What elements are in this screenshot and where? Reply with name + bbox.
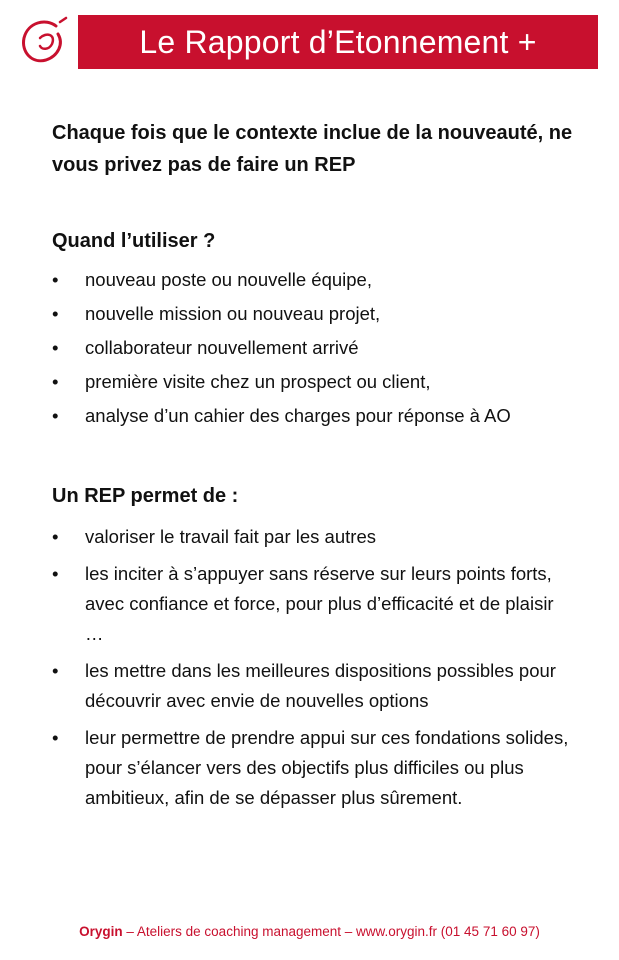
bullet-icon: • — [52, 303, 59, 324]
list-item: • nouvelle mission ou nouveau projet, — [52, 299, 602, 329]
page-title: Le Rapport d’Etonnement + — [139, 23, 537, 60]
bullet-icon: • — [52, 405, 59, 426]
list-item: • nouveau poste ou nouvelle équipe, — [52, 265, 602, 295]
orygin-logo-icon — [16, 14, 72, 70]
when-heading: Quand l’utiliser ? — [52, 230, 216, 252]
bullet-icon: • — [52, 727, 59, 748]
bullet-icon: • — [52, 660, 59, 681]
allows-list — [52, 522, 572, 820]
bullet-icon: • — [52, 337, 59, 358]
list-item: • les inciter à s’appuyer sans réserve sur leurs points forts, avec confiance et force, pour plus d’efficacité et de plaisir … — [52, 559, 572, 649]
bullet-icon: • — [52, 269, 59, 290]
list-item: • collaborateur nouvellement arrivé — [52, 333, 602, 363]
when-list — [52, 265, 602, 435]
footer-brand: Orygin — [79, 924, 123, 939]
allows-heading: Un REP permet de : — [52, 485, 239, 507]
title-banner — [78, 15, 598, 69]
intro-text: Chaque fois que le contexte inclue de la nouveauté, ne vous privez pas de faire un REP — [52, 122, 573, 176]
bullet-icon: • — [52, 371, 59, 392]
list-item: • analyse d’un cahier des charges pour réponse à AO — [52, 401, 602, 431]
list-item: • leur permettre de prendre appui sur ces fondations solides, pour s’élancer vers des objectifs plus difficiles ou plus ambitieux, afin de se dépasser plus sûrement. — [52, 723, 572, 813]
list-item: • les mettre dans les meilleures dispositions possibles pour découvrir avec envie de nouvelles options — [52, 656, 572, 716]
bullet-icon: • — [52, 526, 59, 547]
list-item: • valoriser le travail fait par les autres — [52, 522, 572, 552]
list-item: • première visite chez un prospect ou client, — [52, 367, 602, 397]
bullet-icon: • — [52, 563, 59, 584]
footer-text: – Ateliers de coaching management – www.orygin.fr (01 45 71 60 97) — [122, 924, 540, 939]
footer — [0, 924, 619, 939]
